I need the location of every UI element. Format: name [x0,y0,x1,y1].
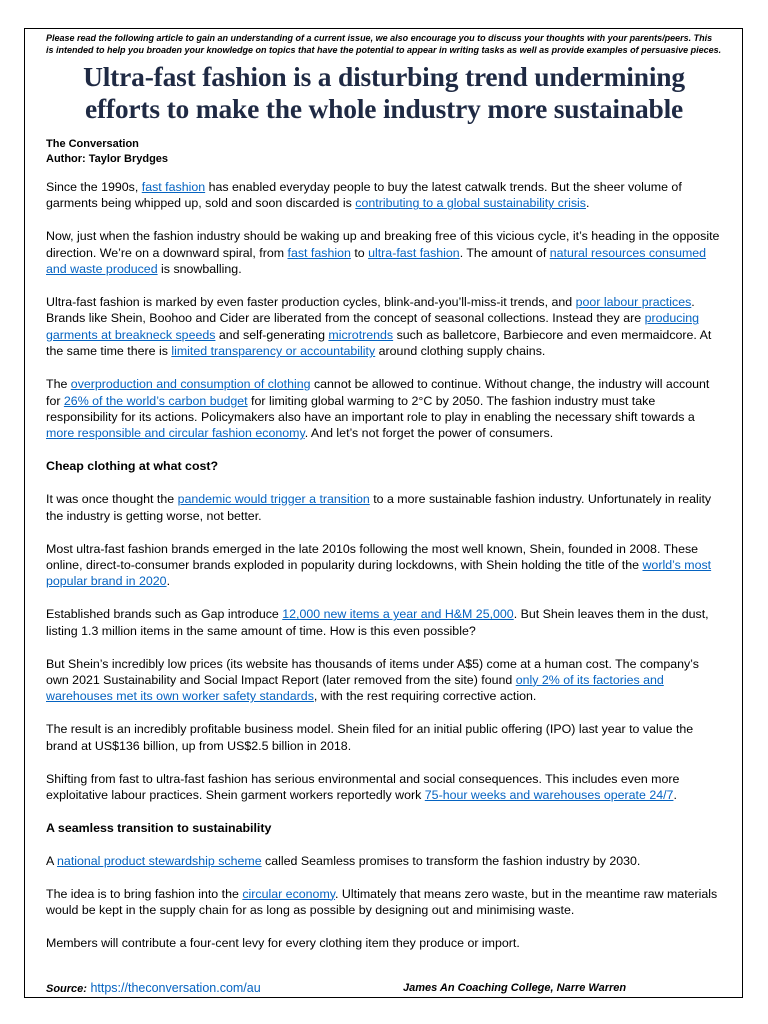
link-ultra-fast-fashion[interactable]: ultra-fast fashion [368,245,460,260]
paragraph [46,228,722,277]
link-overproduction[interactable]: overproduction and consumption of clothing [70,377,311,392]
text: , with the rest requiring corrective action. [313,689,537,704]
text: . [673,787,677,802]
paragraph [46,886,722,919]
text: cannot be allowed to continue. Without change, the industry will account for [46,377,710,408]
text: Now, just when the fashion industry should be waking up and breaking free of this vicious cycle, it’s heading in the opposite direction. We’re on a downward spiral, from [46,229,720,260]
text: to a more sustainable fashion industry. Unfortunately in reality the industry is getting worse, not better. [46,492,712,523]
section-heading: A seamless transition to sustainability [46,820,272,835]
link-natural-resources[interactable]: natural resources consumed and waste produced [46,245,707,277]
text: . [586,196,590,211]
article-title: Ultra-fast fashion is a disturbing trend undermining efforts to make the whole industry more sustainable [83,61,685,124]
source-label: Source: [46,983,87,995]
paragraph: Members will contribute a four-cent levy for every clothing item they produce or import. [46,936,520,950]
text: is snowballing. [157,262,242,277]
paragraph [46,179,722,212]
article-body [46,179,722,951]
link-sustainability-crisis[interactable]: contributing to a global sustainability crisis [355,196,587,211]
paragraph [46,376,722,442]
paragraph [46,656,722,705]
paragraph [46,853,722,869]
paragraph [46,491,722,524]
intro-note: Please read the following article to gain an understanding of a current issue, we also encourage you to discuss your thoughts with your parents/peers. This is intended to help you broaden your knowledge on topics that have the potential to appear in writing tasks as well as provide examples of persuasive pieces. [46,33,722,55]
link-most-popular-brand[interactable]: world’s most popular brand in 2020 [46,557,712,589]
text: . The amount of [459,245,550,260]
link-circular-fashion-economy[interactable]: more responsible and circular fashion economy [46,426,305,441]
text: Shifting from fast to ultra-fast fashion has serious environmental and social consequences. This includes even more exploitative labour practices. Shein garment workers reportedly work [46,771,680,802]
link-worker-safety[interactable]: only 2% of its factories and warehouses met its own worker safety standards [46,672,664,704]
text: . [166,574,171,589]
link-limited-transparency[interactable]: limited transparency or accountability [171,344,376,359]
text: But Shein’s incredibly low prices (its website has thousands of items under A$5) come at a human cost. The company’s own 2021 Sustainability and Social Impact Report (later removed from the site) found [46,656,699,687]
author: Author: Taylor Brydges [46,153,169,165]
text: . Brands like Shein, Boohoo and Cider are liberated from the concept of seasonal collections. Instead they are [46,295,695,326]
source-link[interactable]: https://theconversation.com/au [90,981,261,995]
text: Most ultra-fast fashion brands emerged in the late 2010s following the most well known, Shein, founded in 2008. These online, direct-to-consumer brands exploded in popularity during lockdowns, with Shein holding the title of the [46,541,699,572]
link-75-hour-weeks[interactable]: 75-hour weeks and warehouses operate 24/7 [424,787,674,802]
section-heading: Cheap clothing at what cost? [46,459,219,474]
footer [46,978,706,998]
paragraph: The result is an incredibly profitable business model. Shein filed for an initial public offering (IPO) last year to value the brand at US$136 billion, up from US$2.5 billion in 2018. [46,722,694,753]
text: . But Shein leaves them in the dust, listing 1.3 million items in the same amount of time. How is this even possible? [46,607,709,638]
publication: The Conversation [46,138,139,150]
article-meta [46,137,722,167]
text: has enabled everyday people to buy the latest catwalk trends. But the sheer volume of garments being whipped up, sold and soon discarded is [46,180,682,211]
link-fast-fashion[interactable]: fast fashion [141,180,206,194]
paragraph [46,771,722,804]
paragraph [46,541,722,590]
paragraph [46,294,722,360]
link-fast-fashion[interactable]: fast fashion [287,245,351,260]
text: It was once thought the [46,492,178,507]
text: A [46,853,58,868]
text: to [350,245,369,260]
text: such as balletcore, Barbiecore and even mermaidcore. At the same time there is [46,327,712,359]
link-circular-economy[interactable]: circular economy [242,886,336,901]
text: and self-generating [215,327,329,342]
link-new-items[interactable]: 12,000 new items a year and H&M 25,000 [282,607,514,622]
text: for limiting global warming to 2°C by 2050. The fashion industry must take responsibility for its actions. Policymakers also have an important role to play in enabling the necessary shift towards a [46,393,695,424]
text: called Seamless promises to transform the fashion industry by 2030. [261,853,641,868]
paragraph [46,606,722,639]
link-poor-labour-practices[interactable]: poor labour practices [575,295,692,310]
text: Established brands such as Gap introduce [46,607,283,622]
text: . And let’s not forget the power of consumers. [304,426,554,441]
text: The [46,377,71,392]
text: around clothing supply chains. [375,344,546,359]
link-carbon-budget[interactable]: 26% of the world’s carbon budget [63,393,248,408]
link-breakneck-speeds[interactable]: producing garments at breakneck speeds [46,311,699,342]
text: . Ultimately that means zero waste, but in the meantime raw materials would be kept in the supply chain for as long as possible by designing out and minimising waste. [46,886,718,918]
article [46,32,722,968]
link-microtrends[interactable]: microtrends [328,327,394,342]
link-stewardship-scheme[interactable]: national product stewardship scheme [57,853,262,868]
school-name: James An Coaching College, Narre Warren [403,982,627,994]
text: Ultra-fast fashion is marked by even faster production cycles, blink-and-you’ll-miss-it trends, and [46,295,576,310]
link-pandemic-transition[interactable]: pandemic would trigger a transition [177,492,370,507]
text: The idea is to bring fashion into the [46,886,243,901]
text: Since the 1990s, [46,180,142,194]
